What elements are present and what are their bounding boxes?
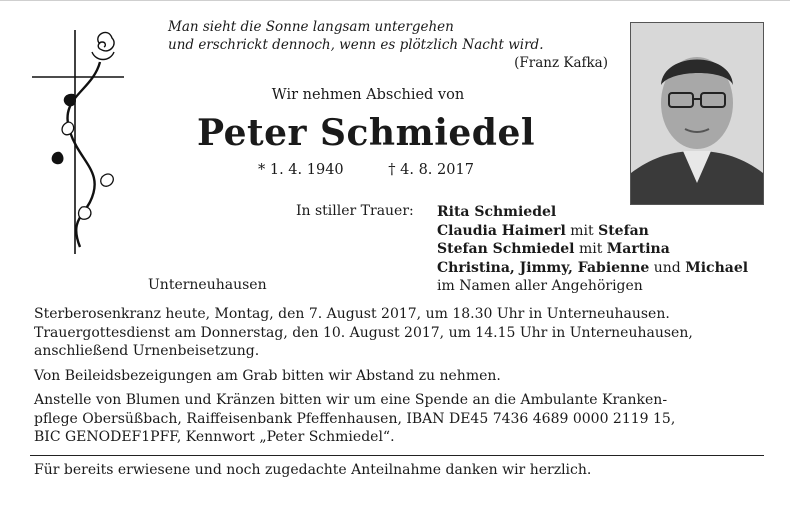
place-name: Unterneuhausen: [148, 277, 267, 293]
divider: [30, 455, 764, 456]
top-border: [0, 0, 790, 7]
mourner-line: Claudia Haimerl mit Stefan: [437, 222, 649, 239]
mourner-line: Rita Schmiedel: [437, 204, 557, 220]
service-paragraph: Sterberosenkranz heute, Montag, den 7. August 2017, um 18.30 Uhr in Unterneuhausen. Trauergottesdienst am Donnerstag, den 10. August 2017, um 14.15 Uhr in Unterneuhausen, anschließend Urnenbeisetzung.: [34, 306, 693, 359]
quote-line-2: und erschrickt dennoch, wenn es plötzlich Nacht wird.: [168, 37, 544, 53]
farewell-line: Wir nehmen Abschied von: [271, 87, 465, 103]
donation-paragraph: Anstelle von Blumen und Kränzen bitten wir um eine Spende an die Ambulante Kranken- pflege Obersüßbach, Raiffeisenbank Pfeffenhausen, IBAN DE45 7436 4689 0000 2119 15, BIC GENODEF1PFF, Kennwort „Peter Schmiedel“.: [34, 392, 676, 445]
mourners-list: [437, 203, 748, 296]
quote-line-1: Man sieht die Sonne langsam untergehen: [168, 19, 454, 35]
mourner-line: Christina, Jimmy, Fabienne und Michael: [437, 259, 749, 276]
mourning-label: In stiller Trauer:: [296, 203, 414, 219]
thanks-line: Für bereits erwiesene und noch zugedachte Anteilnahme danken wir herzlich.: [34, 462, 592, 478]
deceased-name: Peter Schmiedel: [196, 112, 536, 154]
service-info: [34, 305, 764, 453]
birth-date: * 1. 4. 1940: [258, 162, 344, 178]
life-dates: [258, 162, 474, 178]
condolence-paragraph: Von Beileidsbezeigungen am Grab bitten wir Abstand zu nehmen.: [34, 367, 501, 384]
death-date: † 4. 8. 2017: [388, 162, 474, 178]
portrait-photo: [630, 22, 764, 205]
quote-author: (Franz Kafka): [514, 55, 608, 71]
cross-with-rose-icon: [30, 22, 130, 257]
quote: [168, 18, 608, 72]
mourner-line: im Namen aller Angehörigen: [437, 278, 643, 294]
mourner-line: Stefan Schmiedel mit Martina: [437, 241, 670, 257]
